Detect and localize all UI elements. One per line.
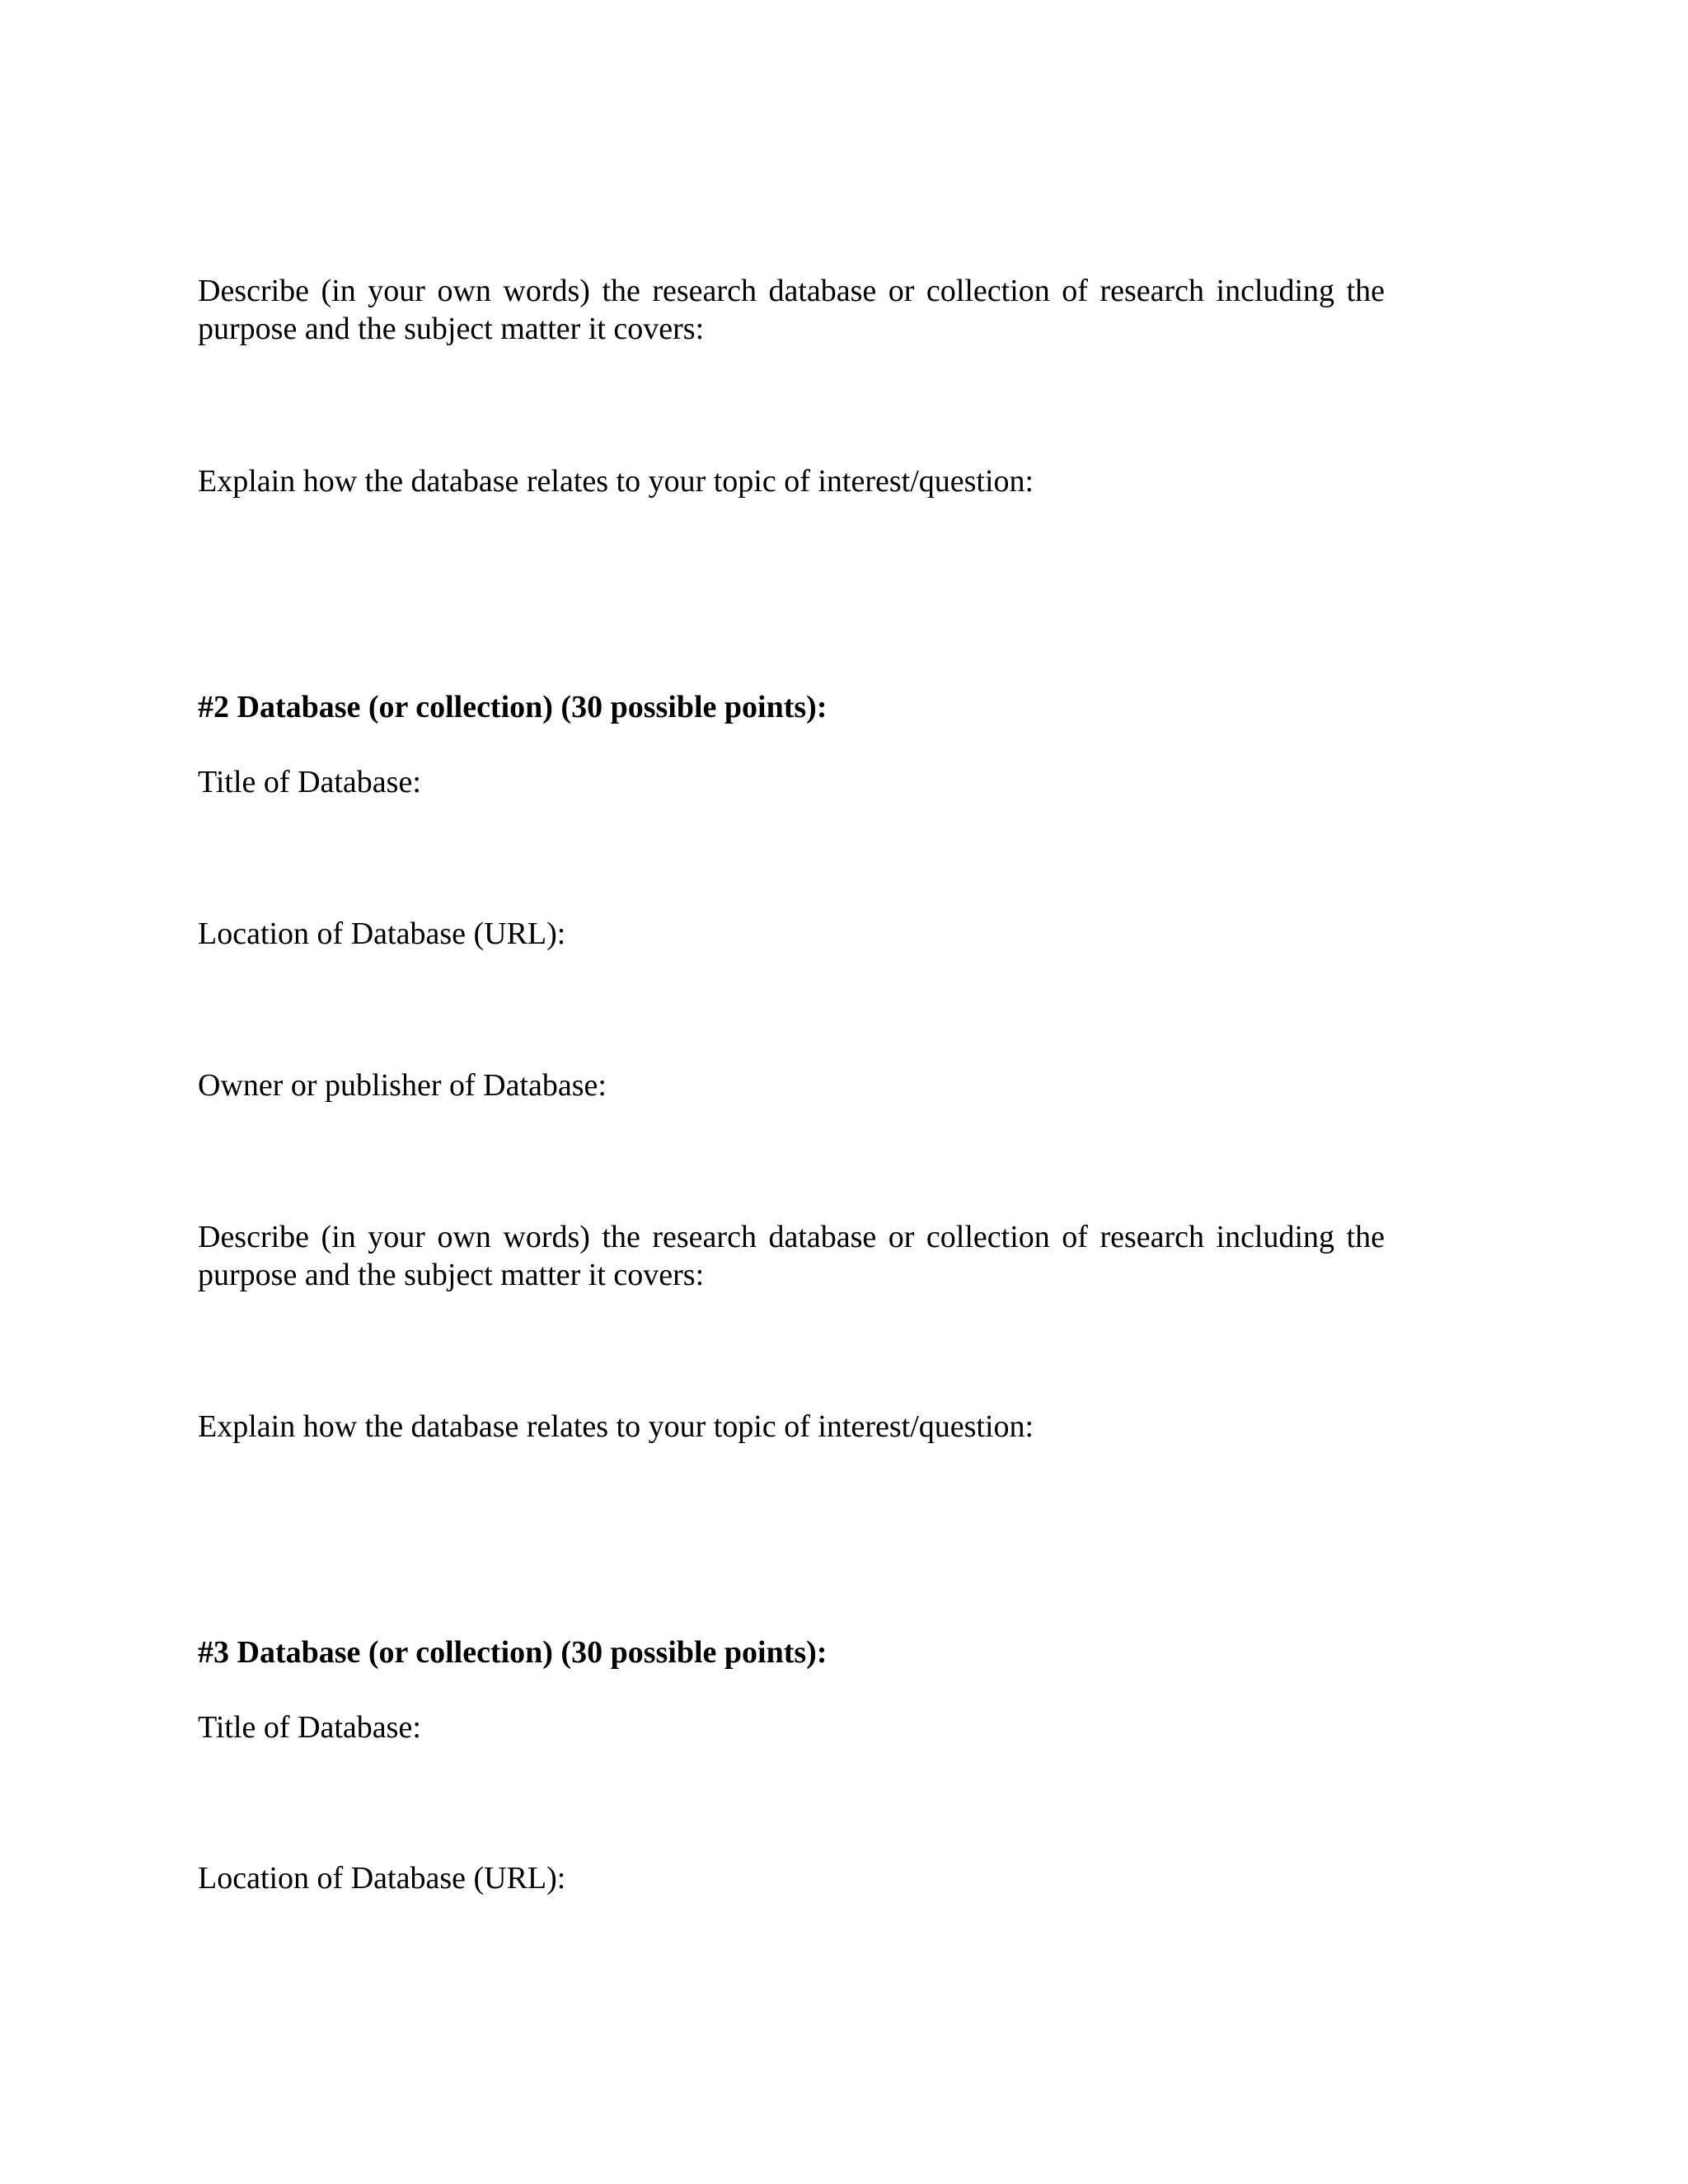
describe-prompt-line-1: Describe (in your own words) the research database or collection of research including the xyxy=(198,274,1385,308)
section-2-explain-prompt: Explain how the database relates to your topic of interest/question: xyxy=(198,1409,1034,1444)
section-2-location-label: Location of Database (URL): xyxy=(198,916,566,951)
describe-prompt-line-2: purpose and the subject matter it covers: xyxy=(198,312,705,346)
section-3-title-label: Title of Database: xyxy=(198,1710,421,1745)
section-3-location-label: Location of Database (URL): xyxy=(198,1861,566,1896)
section-2-describe-line-1: Describe (in your own words) the research database or collection of research including the xyxy=(198,1220,1385,1254)
section-2-heading: #2 Database (or collection) (30 possible points): xyxy=(198,690,828,724)
section-3-heading: #3 Database (or collection) (30 possible points): xyxy=(198,1635,828,1670)
section-2-owner-label: Owner or publisher of Database: xyxy=(198,1068,607,1103)
explain-prompt: Explain how the database relates to your topic of interest/question: xyxy=(198,464,1034,499)
section-2-describe-line-2: purpose and the subject matter it covers: xyxy=(198,1258,705,1292)
section-2-title-label: Title of Database: xyxy=(198,765,421,799)
